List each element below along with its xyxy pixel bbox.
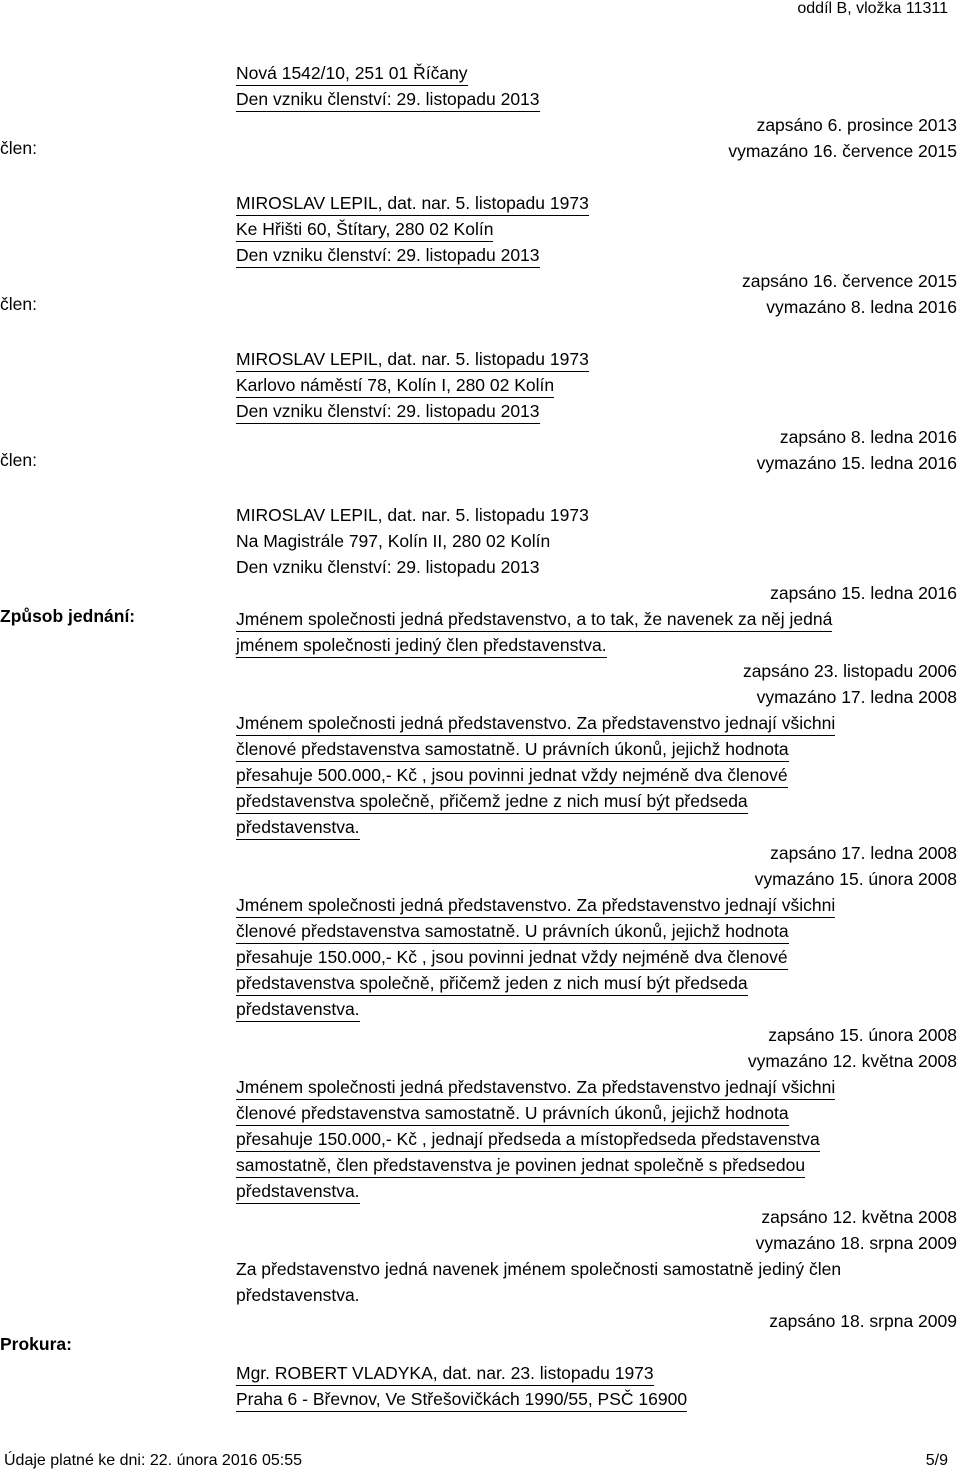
entry-text-line: členové představenstva samostatně. U právních úkonů, jejichž hodnota [236,1102,789,1126]
member-name: MIROSLAV LEPIL, dat. nar. 5. listopadu 1973 [236,192,589,216]
member-since: Den vzniku členství: 29. listopadu 2013 [236,88,540,112]
registered-date: zapsáno 18. srpna 2009 [769,1311,957,1331]
member-address: Ke Hřišti 60, Štítary, 280 02 Kolín [236,218,493,242]
entry-text-line: přesahuje 500.000,- Kč , jsou povinni jednat vždy nejméně dva členové [236,764,788,788]
member-label: člen: [0,294,37,314]
entry-text-line: představenstva společně, přičemž jedne z nich musí být předseda [236,790,748,814]
member-label: člen: [0,138,37,158]
deleted-date: vymazáno 15. února 2008 [754,869,957,889]
entry-text-line: Jménem společnosti jedná představenstvo. Za představenstvo jednají všichni [236,1076,835,1100]
registered-date: zapsáno 15. ledna 2016 [770,583,957,603]
entry-text-line: členové představenstva samostatně. U právních úkonů, jejichž hodnota [236,920,789,944]
entry-text-line: představenstva. [236,1285,360,1305]
member-entry-partial [0,60,960,164]
prokura-name: Mgr. ROBERT VLADYKA, dat. nar. 23. listopadu 1973 [236,1362,654,1386]
registered-date: zapsáno 12. května 2008 [761,1207,957,1227]
entry-text-line: Jménem společnosti jedná představenstvo. Za představenstvo jednají všichni [236,712,835,736]
deleted-date: vymazáno 17. ledna 2008 [756,687,957,707]
member-since: Den vzniku členství: 29. listopadu 2013 [236,244,540,268]
entry-text-line: představenstva. [236,998,360,1022]
entry-text-line: představenstva. [236,816,360,840]
member-address: Nová 1542/10, 251 01 Říčany [236,62,468,86]
registered-date: zapsáno 17. ledna 2008 [770,843,957,863]
registered-date: zapsáno 8. ledna 2016 [779,427,957,447]
registered-date: zapsáno 15. února 2008 [768,1025,957,1045]
zpusob-jednani-entry [0,892,960,1074]
document-content [0,60,960,1412]
entry-text-line: přesahuje 150.000,- Kč , jsou povinni jednat vždy nejméně dva členové [236,946,788,970]
zpusob-jednani-entry [0,710,960,892]
registered-date: zapsáno 6. prosince 2013 [756,115,957,135]
prokura-section [0,1334,960,1412]
member-label: člen: [0,450,37,470]
deleted-date: vymazáno 18. srpna 2009 [755,1233,957,1253]
deleted-date: vymazáno 8. ledna 2016 [766,297,957,317]
footer-valid-date: Údaje platné ke dni: 22. února 2016 05:55 [4,1452,303,1469]
zpusob-jednani-entry [0,606,960,710]
entry-text-line: členové představenstva samostatně. U právních úkonů, jejichž hodnota [236,738,789,762]
entry-text-line: Za představenstvo jedná navenek jménem společnosti samostatně jediný člen [236,1259,842,1279]
deleted-date: vymazáno 12. května 2008 [747,1051,957,1071]
member-address: Karlovo náměstí 78, Kolín I, 280 02 Kolín [236,374,554,398]
registered-date: zapsáno 16. července 2015 [741,271,957,291]
entry-text-line: představenstva společně, přičemž jeden z nich musí být předseda [236,972,748,996]
entry-text-line: přesahuje 150.000,- Kč , jednají předseda a místopředseda představenstva [236,1128,820,1152]
member-since: Den vzniku členství: 29. listopadu 2013 [236,557,540,577]
zpusob-jednani-section [0,606,960,1334]
entry-text-line: Jménem společnosti jedná představenstvo, a to tak, že navenek za něj jedná [236,608,832,632]
deleted-date: vymazáno 16. července 2015 [728,141,957,161]
entry-text-line: Jménem společnosti jedná představenstvo. Za představenstvo jednají všichni [236,894,835,918]
entry-text-line: jménem společnosti jediný člen představenstva. [236,634,607,658]
member-since: Den vzniku členství: 29. listopadu 2013 [236,400,540,424]
registered-date: zapsáno 23. listopadu 2006 [742,661,957,681]
entry-text-line: samostatně, člen představenstva je povinen jednat společně s předsedou [236,1154,805,1178]
zpusob-jednani-label: Způsob jednání: [0,606,136,626]
member-name: MIROSLAV LEPIL, dat. nar. 5. listopadu 1973 [236,505,589,525]
entry-text-line: představenstva. [236,1180,360,1204]
page-header-reference: oddíl B, vložka 11311 [797,0,948,17]
member-name: MIROSLAV LEPIL, dat. nar. 5. listopadu 1973 [236,348,589,372]
member-address: Na Magistrále 797, Kolín II, 280 02 Kolín [236,531,551,551]
prokura-label: Prokura: [0,1334,72,1354]
footer-page-number: 5/9 [925,1452,948,1469]
prokura-address: Praha 6 - Břevnov, Ve Střešovičkách 1990/55, PSČ 16900 [236,1388,687,1412]
zpusob-jednani-entry [0,1256,960,1334]
zpusob-jednani-entry [0,1074,960,1256]
deleted-date: vymazáno 15. ledna 2016 [756,453,957,473]
